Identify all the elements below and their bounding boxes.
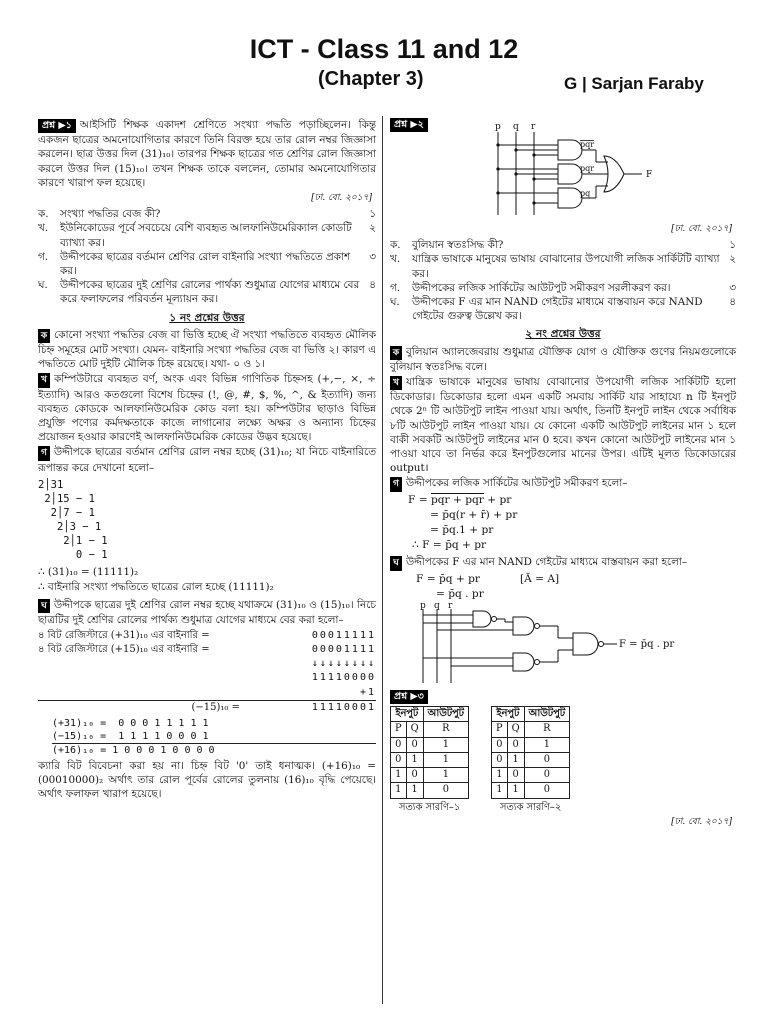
question-1-text: আইসিটি শিক্ষক একাদশ শ্রেণিতে সংখ্যা পদ্ধতি পড়াচ্ছিলেন। কিন্তু একজন ছাত্রের অমনোযোগিতার কারণে তিনি বিরক্ত হয়ে তার রোল নম্বর জিজ্ঞাসা করলেন। ছাত্র উত্তর দিল (31)₁₀। তারপর শিক্ষক ছাত্রের গত শ্রেণির রোল জিজ্ঞাসা করলে উত্তর দিল (15)₁₀। তখন শিক্ষক তাকে বললেন, তোমার অমনোযোগিতার কারণে খারাপ ফল হয়েছে। [38,119,376,189]
binary-value: 00001111 [311,643,376,655]
part-text: যান্ত্রিক ভাষাকে মানুষের ভাষায় বোঝানোর উপযোগী লজিক সার্কিটটি ব্যাখ্যা কর। [412,253,720,280]
table-col: Q [406,722,423,737]
question-part [38,250,376,278]
answer-1-gha [38,598,376,627]
table-cell: 0 [391,752,407,767]
circuit-label: F [645,170,653,180]
part-key: ক. [390,239,401,252]
mark-kha: খ [390,376,402,390]
table-cell: 1 [524,737,569,752]
answer-1-ka [38,328,376,372]
table-header: ইনপুট [391,707,424,722]
table-cell: 0 [423,783,468,798]
answer-2-title: ২ নং প্রশ্নের উত্তর [525,328,601,341]
table-col: Q [507,722,524,737]
part-key: ক. [38,208,49,221]
answer-text: উদ্দীপকের লজিক সার্কিটের আউটপুট সমীকরণ হলো– [406,477,628,490]
table-col: P [492,722,508,737]
sum-line: (−15)₁₀ = 1 1 1 1 0 0 0 1 [52,730,376,744]
eq-part: F = [408,493,431,506]
part-marks: ৩ [369,250,376,263]
binary-row [38,671,376,685]
part-marks: ২ [729,253,736,266]
binary-label: ৪ বিট রেজিস্টারে (+15)₁₀ এর বাইনারি = [38,643,210,655]
table-col: R [524,722,569,737]
answer-2-ga [390,476,736,491]
mark-gha: ঘ [38,599,50,613]
nand-circuit-diagram [413,603,713,687]
answer-2-gha [390,555,736,570]
part-marks: ৩ [729,281,736,294]
part-text: উদ্দীপকের ছাত্রের বর্তমান শ্রেণির রোল বাইনারি সংখ্যা পদ্ধতিতে প্রকাশ কর। [60,250,351,278]
part-key: গ. [390,281,401,294]
nand-output-label: F = p̄q . pr [619,639,675,651]
question-1-parts [38,207,376,306]
circuit-label: pqr [579,140,595,149]
question-1-citation: [ঢা. বো. ২০১৭] [311,193,372,204]
answer-text: বুলিয়ান অ্যালজেবরায় শুধুমাত্র যৌক্তিক যোগ ও যৌক্তিক গুণের নিয়মগুলোকে বুলিয়ান স্বতঃসিদ্ধ বলে। [390,345,736,373]
division-line: 0 − 1 [38,548,108,561]
part-key: খ. [390,253,401,266]
question-3-badge: প্রশ্ন ▶৩ [390,690,428,704]
binary-value: 11110000 [311,672,376,684]
answer-2-ka [390,345,736,374]
table-cell: 1 [507,752,524,767]
equation-line: = p̄q(r + r̄) + pr [430,508,518,521]
table-cell: 0 [507,737,524,752]
nand-input-label: q [434,603,440,612]
question-part [38,207,376,221]
part-marks: ২ [369,222,376,235]
part-text: ইউনিকোডের পূর্বে সবচেয়ে বেশি ব্যবহৃত আলফানিউমেরিক্যাল কোডটি ব্যাখ্যা কর। [60,222,352,249]
part-text: উদ্দীপকের লজিক সার্কিটের আউটপুট সমীকরণ সরলীকরণ কর। [412,281,671,294]
binary-label: ৪ বিট রেজিস্টারে (+31)₁₀ এর বাইনারি = [38,629,210,641]
nand-equation: F = p̄q + pr [416,572,480,585]
mark-ga: গ [38,446,50,460]
table-header: আউটপুট [524,707,569,722]
binary-label [38,686,246,700]
answer-text: উদ্দীপকের F এর মান NAND গেইটের মাধ্যমে বাস্তবায়ন করা হলো– [406,556,688,569]
table-cell: 1 [391,768,407,783]
table-cell: 1 [406,783,423,798]
circuit-label: r [530,122,536,132]
binary-value: 11110001 [311,701,376,713]
truth-tables [390,706,736,814]
table-cell: 0 [406,737,423,752]
question-1-badge: প্রশ্ন ▶১ [38,119,76,133]
mark-ka: ক [38,329,50,343]
part-key: গ. [38,250,49,263]
answer-1-kha [38,372,376,444]
nand-input-label: p [420,603,426,612]
division-line: 2│15 − 1 [38,492,95,505]
part-text: উদ্দীপকের ছাত্রের দুই শ্রেণির রোলের পার্থক্য শুধুমাত্র যোগের মাধ্যমে বের করে ফলাফলের পরিবর্তন মূল্যায়ন কর। [60,279,360,306]
answer-text: কম্পিউটারে ব্যবহৃত বর্ণ, অংক এবং বিভিন্ন গাণিতিক চিহ্নসহ (+,−, ×, ÷ ইত্যাদি) আরও কতগুলো বিশেষ চিহ্নের (!, @, #, $, %, ^, & ইত্যাদি) জন্য ব্যবহৃত কোডকে আলফানিউমেরিক কোড বলা হয়। কম্পিউটার ছাড়াও বিভিন্ন প্রযুক্তি পণ্যের কর্মদক্ষতাকে কাজে লাগানোর লক্ষ্যে অক্ষর ও অন্যান্য চিহ্নের প্রয়োজন হওয়ার কারণেই আলফানিউমেরিক কোডের উদ্ভব হয়েছে। [38,373,376,444]
mark-gha: ঘ [390,556,402,570]
question-part [390,281,736,295]
binary-row [38,686,376,700]
question-2-parts [390,238,736,323]
part-text: সংখ্যা পদ্ধতির বেজ কী? [60,208,161,221]
table-header: আউটপুট [423,707,468,722]
mark-ka: ক [390,346,402,360]
question-3-citation: [ঢা. বো. ২০১৭] [671,816,732,827]
answer-1-title: ১ নং প্রশ্নের উত্তর [169,311,245,324]
part-key: খ. [38,222,49,235]
answer-2-kha [390,375,736,475]
division-line: 2│1 − 1 [38,534,108,547]
question-part [390,252,736,280]
binary-sum [52,717,376,757]
binary-row [38,657,376,671]
sum-line: (+31)₁₀ = 0 0 0 1 1 1 1 1 [52,717,209,729]
logic-circuit-diagram [484,120,684,220]
binary-label [38,671,246,685]
equation-line: = p̄q.1 + pr [430,524,494,537]
mark-ga: গ [390,477,402,491]
question-part [38,278,376,306]
binary-row [38,629,376,643]
question-2-citation: [ঢা. বো. ২০১৭] [671,224,732,234]
question-3 [390,689,736,829]
eq-part: pqr + [430,493,466,506]
table-col: R [423,722,468,737]
question-2-header [390,118,736,222]
answer-text: উদ্দীপকে ছাত্রের বর্তমান শ্রেণির রোল নম্বর হচ্ছে (31)₁₀; যা নিচে বাইনারিতে রূপান্তর করে দেখানো হলো– [38,446,376,474]
part-marks: ১ [729,239,736,252]
nand-rule: [Ā = A] [519,572,560,585]
part-key: ঘ. [38,279,48,292]
author-credit: G | Sarjan Faraby [564,74,704,93]
division-line: 2│7 − 1 [38,506,95,519]
page-title: ICT - Class 11 and 12 [249,34,519,64]
column-divider [382,116,383,1004]
binary-label: (−15)₁₀ = [191,701,240,713]
part-marks: ১ [369,208,376,221]
table-cell: 1 [492,783,508,798]
table-cell: 0 [391,737,407,752]
question-part [38,221,376,249]
table-cell: 1 [406,752,423,767]
table-cell: 1 [423,752,468,767]
table-caption: সত্যক সারণি–২ [499,801,562,813]
nand-equation: = p̄q . pr [436,587,484,600]
binary-row [38,700,376,715]
left-column [38,118,376,803]
answer-text: কোনো সংখ্যা পদ্ধতির বেজ বা ভিত্তি হচ্ছে ঐ সংখ্যা পদ্ধতিতে ব্যবহৃত মৌলিক চিহ্ন সমূহের মোট সংখ্যা। যেমন- বাইনারি সংখ্যা পদ্ধতির বেজ বা ভিত্তি ২। কারণ এ পদ্ধতিতে মোট দুইটি মৌলিক চিহ্ন রয়েছে। যথা- ০ ও ১। [38,328,376,371]
table-cell: 0 [492,752,508,767]
table-cell: 1 [507,783,524,798]
part-key: ঘ. [390,296,400,309]
binary-value: +1 [359,686,376,698]
chapter-label: (Chapter 3) [318,68,424,90]
sum-line: (+16)₁₀ = 1 0 0 0 1 0 0 0 0 [52,744,215,756]
truth-table-2 [491,706,570,814]
right-column [390,118,736,831]
table-col: P [391,722,407,737]
answer-text: যান্ত্রিক ভাষাকে মানুষের ভাষায় বোঝানোর উপযোগী লজিক সার্কিটটি হলো ডিকোডার। ডিকোডার হলো এমন একটি সমবায় সার্কিট যার সাহায্যে n টি ইনপুট থেকে 2ⁿ টি আউটপুট লাইন পাওয়া যায়। অর্থাৎ, তিনটি ইনপুট লাইন থেকে সর্বাধিক ৮টি আউটপুট লাইন পাওয়া যায়। যে কোনো একটি আউটপুট লাইনের মান ১ হলে বাকী সবকটি আউটপুট লাইনের মান 0 হবে। কখন কোনো আউটপুট লাইনের মান ১ পাওয়া যাবে তা নির্ভর করে ইনপুটগুলোর মানের উপর। এটিই মূলত ডিকোডারের output। [390,376,736,475]
part-marks: ৪ [369,279,376,292]
circuit-label: p [494,122,501,132]
table-cell: 1 [492,768,508,783]
question-1-stem [38,118,376,190]
table-cell: 0 [524,752,569,767]
binary-row [38,643,376,657]
table-cell: 1 [391,783,407,798]
binary-label [38,657,246,671]
table-cell: 0 [524,783,569,798]
answer-text: উদ্দীপকে ছাত্রের দুই শ্রেণির রোল নম্বর হচ্ছে যথাক্রমে (31)₁₀ ও (15)₁₀। নিচে ছাত্রটির দুই শ্রেণির রোলের পার্থক্য শুধুমাত্র যোগের মাধ্যমে বের করা হলো– [38,599,376,627]
answer-result: ∴ বাইনারি সংখ্যা পদ্ধতিতে ছাত্রের রোল হচ্ছে (11111)₂ [38,581,274,594]
binary-division [38,478,376,562]
eq-part: $\overline{pq}$ [465,493,479,506]
equation-line: ∴ F = p̄q + pr [412,539,487,552]
question-part [390,295,736,323]
answer-1-ga [38,445,376,474]
answer-result: ∴ (31)₁₀ = (11111)₂ [38,565,139,578]
truth-table-1 [390,706,469,814]
part-marks: ৪ [729,296,736,309]
table-cell: 1 [423,768,468,783]
circuit-label: pqr [579,164,595,173]
binary-value: ↓↓↓↓↓↓↓↓ [311,658,376,670]
answer-1-gha-conclusion: ক্যারি বিট বিবেচনা করা হয় না। চিহ্ন বিট '0' তাই ধনাত্মক। (+16)₁₀ = (00010000)₂ অর্থাৎ তার রোল পূর্বের রোলের তুলনায় (16)₁₀ বৃদ্ধি পেয়েছে। অর্থাৎ ফলাফল খারাপ হয়েছে। [38,759,376,801]
eq-part: + pr [483,493,512,506]
circuit-label: q [512,122,519,132]
table-header: ইনপুট [492,707,525,722]
equation-line [408,493,736,507]
question-2-badge: প্রশ্ন ▶২ [390,118,428,132]
question-part [390,238,736,252]
table-cell: 0 [524,768,569,783]
nand-equations [416,572,736,586]
table-cell: 0 [507,768,524,783]
division-line: 2│31 [38,478,64,491]
division-line: 2│3 − 1 [38,520,102,533]
mark-kha: খ [38,373,50,387]
eq-part: $\overline{r}$ [478,493,484,506]
table-cell: 0 [406,768,423,783]
part-text: উদ্দীপকের F এর মান NAND গেইটের মাধ্যমে বাস্তবায়ন করে NAND গেইটের গুরুত্ব উল্লেখ কর। [412,296,703,323]
table-caption: সত্যক সারণি–১ [398,801,461,813]
binary-value: 00011111 [311,629,376,641]
part-text: বুলিয়ান স্বতঃসিদ্ধ কী? [412,239,504,252]
table-cell: 1 [423,737,468,752]
table-cell: 0 [492,737,508,752]
nand-input-label: r [448,603,453,612]
circuit-label: pq [579,189,591,198]
binary-rows [38,629,376,715]
